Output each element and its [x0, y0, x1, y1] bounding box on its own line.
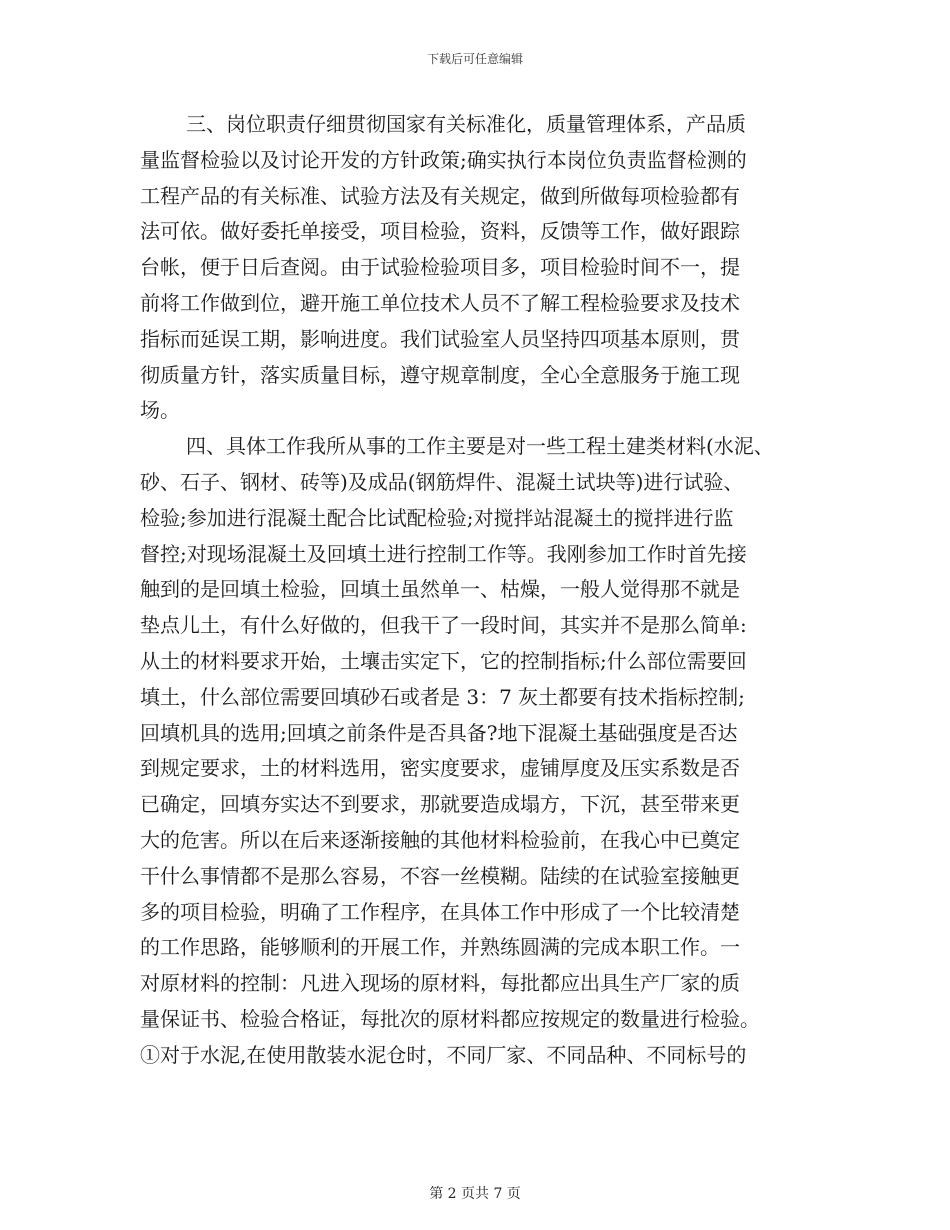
text-line: 量监督检验以及讨论开发的方针政策;确实执行本岗位负责监督检测的	[140, 147, 747, 172]
text-line: 填土，什么部位需要回填砂石或者是 3：7 灰土都要有技术指标控制;	[140, 684, 745, 709]
paragraph-1	[140, 107, 820, 429]
text-line: 场。	[140, 398, 180, 423]
text-line: 大的危害。所以在后来逐渐接触的其他材料检验前，在我心中已奠定	[140, 827, 740, 852]
paragraph-2	[140, 429, 820, 1073]
text-line: 台帐，便于日后查阅。由于试验检验项目多，项目检验时间不一，提	[140, 255, 740, 280]
text-line: 砂、石子、钢材、砖等)及成品(钢筋焊件、混凝土试块等)进行试验、	[140, 469, 744, 494]
page-header: 下载后可任意编辑	[426, 52, 523, 66]
text-line: 已确定，回填夯实达不到要求，那就要造成塌方，下沉，甚至带来更	[140, 792, 740, 817]
text-line: 到规定要求，土的材料选用，密实度要求，虚铺厚度及压实系数是否	[140, 756, 740, 781]
text-line: 的工作思路，能够顺利的开展工作，并熟练圆满的完成本职工作。一	[140, 935, 740, 960]
text-line: 垫点儿土，有什么好做的，但我干了一段时间，其实并不是那么简单:	[140, 613, 747, 638]
text-line: 督控;对现场混凝土及回填土进行控制工作等。我刚参加工作时首先接	[140, 541, 747, 566]
text-line: 从土的材料要求开始，土壤击实定下，它的控制指标;什么部位需要回	[140, 648, 747, 673]
page-footer: 第 2 页共 7 页	[429, 1186, 521, 1202]
text-line: 工程产品的有关标准、试验方法及有关规定，做到所做每项检验都有	[140, 183, 740, 208]
text-line: 多的项目检验，明确了工作程序，在具体工作中形成了一个比较清楚	[140, 899, 740, 924]
document-body	[140, 107, 820, 1074]
text-line: 四、具体工作我所从事的工作主要是对一些工程土建类材料(水泥、	[186, 434, 774, 459]
text-line: ①对于水泥,在使用散装水泥仓时，不同厂家、不同品种、不同标号的	[140, 1042, 747, 1067]
text-line: 干什么事情都不是那么容易，不容一丝模糊。陆续的在试验室接触更	[140, 863, 740, 888]
text-line: 量保证书、检验合格证，每批次的原材料都应按规定的数量进行检验。	[140, 1006, 760, 1031]
text-line: 前将工作做到位，避开施工单位技术人员不了解工程检验要求及技术	[140, 290, 740, 315]
text-line: 检验;参加进行混凝土配合比试配检验;对搅拌站混凝土的搅拌进行监	[140, 505, 734, 530]
text-line: 指标而延误工期，影响进度。我们试验室人员坚持四项基本原则，贯	[140, 326, 740, 351]
text-line: 回填机具的选用;回填之前条件是否具备?地下混凝土基础强度是否达	[140, 720, 738, 745]
text-line: 法可依。做好委托单接受，项目检验，资料，反馈等工作，做好跟踪	[140, 219, 740, 244]
text-line: 三、岗位职责仔细贯彻国家有关标准化，质量管理体系，产品质	[186, 112, 746, 136]
text-line: 触到的是回填土检验，回填土虽然单一、枯燥，一般人觉得那不就是	[140, 577, 740, 602]
text-line: 彻质量方针，落实质量目标，遵守规章制度，全心全意服务于施工现	[140, 362, 740, 387]
text-line: 对原材料的控制：凡进入现场的原材料，每批都应出具生产厂家的质	[140, 971, 740, 996]
